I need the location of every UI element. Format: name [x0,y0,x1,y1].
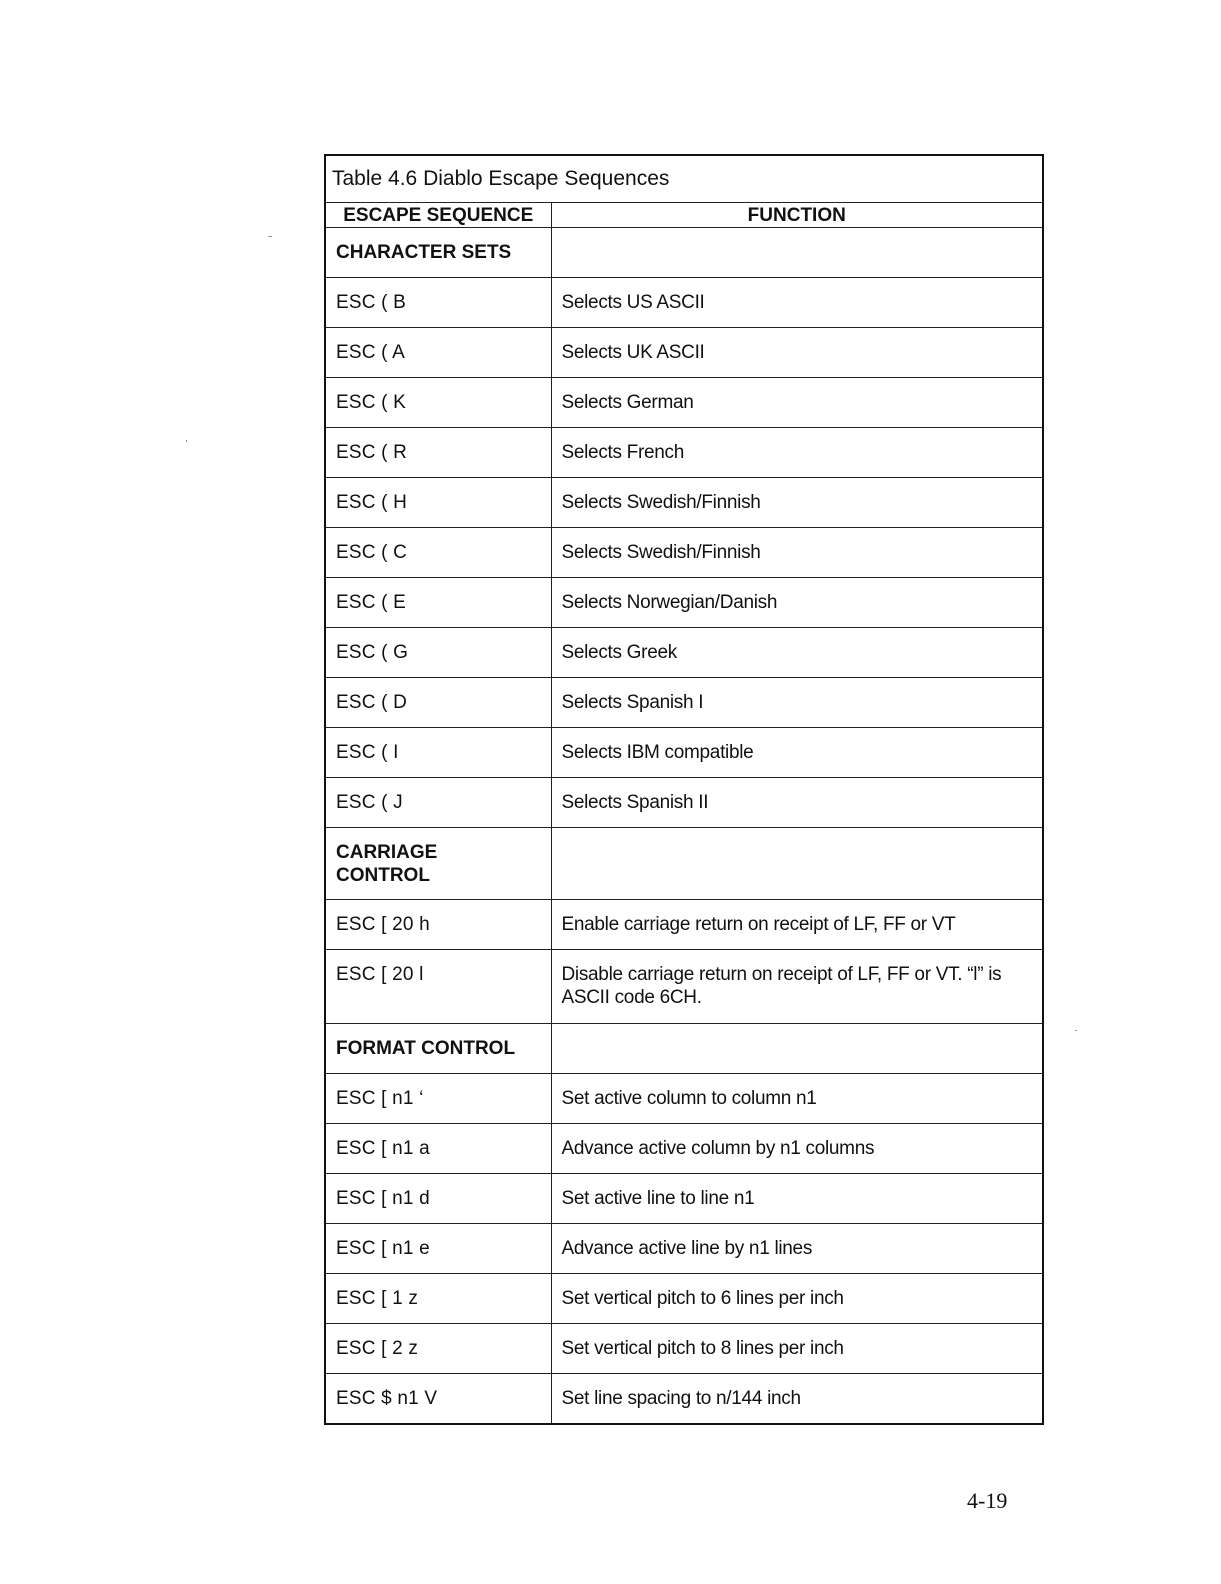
escape-sequence-cell: ESC [ 20 l [325,950,551,1024]
escape-sequence-cell: ESC [ n1 d [325,1174,551,1224]
table-row [325,478,1043,528]
table-row [325,1074,1043,1124]
function-cell: Set vertical pitch to 8 lines per inch [551,1324,1043,1374]
section-row [325,828,1043,900]
escape-sequence-cell: ESC [ n1 ‘ [325,1074,551,1124]
function-cell: Set active line to line n1 [551,1174,1043,1224]
table-row [325,628,1043,678]
table-row [325,1274,1043,1324]
table-row [325,328,1043,378]
function-cell: Advance active line by n1 lines [551,1224,1043,1274]
table-row [325,950,1043,1024]
escape-sequence-cell: ESC ( G [325,628,551,678]
function-cell: Disable carriage return on receipt of LF, FF or VT. “l” is ASCII code 6CH. [551,950,1043,1024]
function-cell: Enable carriage return on receipt of LF, FF or VT [551,900,1043,950]
escape-sequence-cell: ESC [ n1 e [325,1224,551,1274]
escape-sequence-cell: ESC ( H [325,478,551,528]
function-cell: Selects Spanish I [551,678,1043,728]
table-row [325,1374,1043,1424]
table-row [325,1324,1043,1374]
escape-sequence-cell: ESC ( J [325,778,551,828]
section-row [325,1024,1043,1074]
table-row [325,1174,1043,1224]
escape-sequence-cell: ESC ( D [325,678,551,728]
function-cell: Selects Spanish II [551,778,1043,828]
function-cell: Selects French [551,428,1043,478]
function-cell: Set active column to column n1 [551,1074,1043,1124]
escape-sequence-cell: ESC [ 2 z [325,1324,551,1374]
function-cell: Selects UK ASCII [551,328,1043,378]
table-caption-row [325,155,1043,203]
table-caption: Table 4.6 Diablo Escape Sequences [325,155,1043,203]
table-row [325,1124,1043,1174]
function-cell: Selects Swedish/Finnish [551,528,1043,578]
header-function: FUNCTION [551,203,1043,228]
escape-sequence-cell: ESC ( B [325,278,551,328]
function-cell: Selects German [551,378,1043,428]
table-row [325,728,1043,778]
function-cell: Selects Swedish/Finnish [551,478,1043,528]
table-row [325,528,1043,578]
section-row [325,228,1043,278]
function-cell: Advance active column by n1 columns [551,1124,1043,1174]
escape-sequence-cell: ESC ( I [325,728,551,778]
table-row [325,900,1043,950]
table-row [325,378,1043,428]
scan-speck [186,440,187,442]
section-label: FORMAT CONTROL [325,1024,551,1074]
escape-sequence-cell: ESC ( E [325,578,551,628]
escape-sequence-cell: ESC [ n1 a [325,1124,551,1174]
escape-sequence-cell: ESC ( R [325,428,551,478]
function-cell: Selects US ASCII [551,278,1043,328]
table-row [325,578,1043,628]
function-cell: Selects IBM compatible [551,728,1043,778]
function-cell: Set line spacing to n/144 inch [551,1374,1043,1424]
function-cell: Set vertical pitch to 6 lines per inch [551,1274,1043,1324]
table-row [325,1224,1043,1274]
table-header-row [325,203,1043,228]
table-row [325,278,1043,328]
escape-sequence-cell: ESC ( A [325,328,551,378]
section-label: CHARACTER SETS [325,228,551,278]
section-empty-cell [551,228,1043,278]
table-row [325,678,1043,728]
table-row [325,428,1043,478]
section-empty-cell [551,828,1043,900]
escape-sequence-cell: ESC ( C [325,528,551,578]
escape-sequence-cell: ESC [ 1 z [325,1274,551,1324]
section-empty-cell [551,1024,1043,1074]
header-escape-sequence: ESCAPE SEQUENCE [325,203,551,228]
scan-speck [1075,1030,1077,1031]
section-label: CARRIAGE CONTROL [325,828,551,900]
escape-sequence-cell: ESC [ 20 h [325,900,551,950]
escape-sequence-table [324,154,1044,1425]
scan-speck [268,236,272,237]
function-cell: Selects Norwegian/Danish [551,578,1043,628]
page-number: 4-19 [967,1488,1008,1513]
escape-sequence-cell: ESC ( K [325,378,551,428]
function-cell: Selects Greek [551,628,1043,678]
escape-sequence-cell: ESC $ n1 V [325,1374,551,1424]
table-row [325,778,1043,828]
